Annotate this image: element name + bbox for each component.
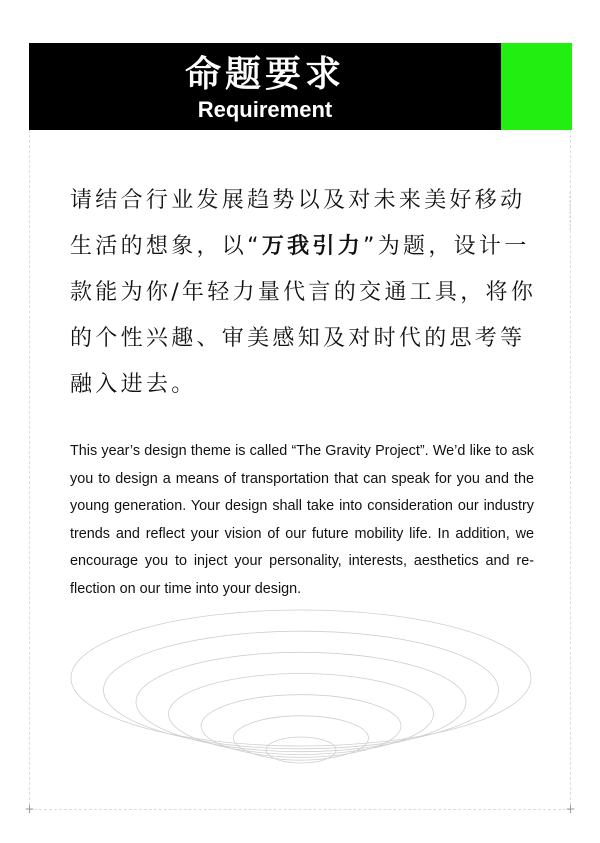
- gravity-ring: [234, 716, 369, 760]
- title-chinese: 命题要求: [184, 54, 345, 95]
- english-paragraph: This year’s design theme is called “The Gravity Project”. We’d like to ask you to design a means of transportation that can speak for you and the young generation. Your design shall take into consideration our industry trends and reflect your vision of our future mobility life. In addition, we encourage you to inject your personality, interests, aesthetics and re-flection on our time into your design.: [70, 443, 534, 597]
- chinese-text-end: ”为题，设计一款能为你/年轻力量代言的交通工具，将你的个性兴趣、审美感知及对时代的思考等融入进去。: [70, 234, 537, 397]
- chinese-text-start: 请结合行业发展趋势以及对未来美好移动生活的想象，以“: [70, 188, 526, 259]
- side-dotted-rule: [569, 192, 571, 232]
- gravity-well-graphic: [70, 596, 532, 786]
- title-english: Requirement: [197, 97, 333, 122]
- chinese-paragraph: [70, 178, 540, 408]
- green-accent-block: [501, 43, 572, 130]
- gravity-ring: [201, 695, 401, 758]
- header-bar: [29, 43, 501, 130]
- gravity-ring: [266, 737, 336, 763]
- crop-mark-bottom-left: +: [24, 802, 35, 816]
- gravity-ring: [71, 610, 531, 746]
- gravity-ring: [104, 631, 499, 749]
- crop-mark-bottom-right: +: [565, 802, 576, 816]
- theme-emphasis: 万我引力: [261, 234, 364, 259]
